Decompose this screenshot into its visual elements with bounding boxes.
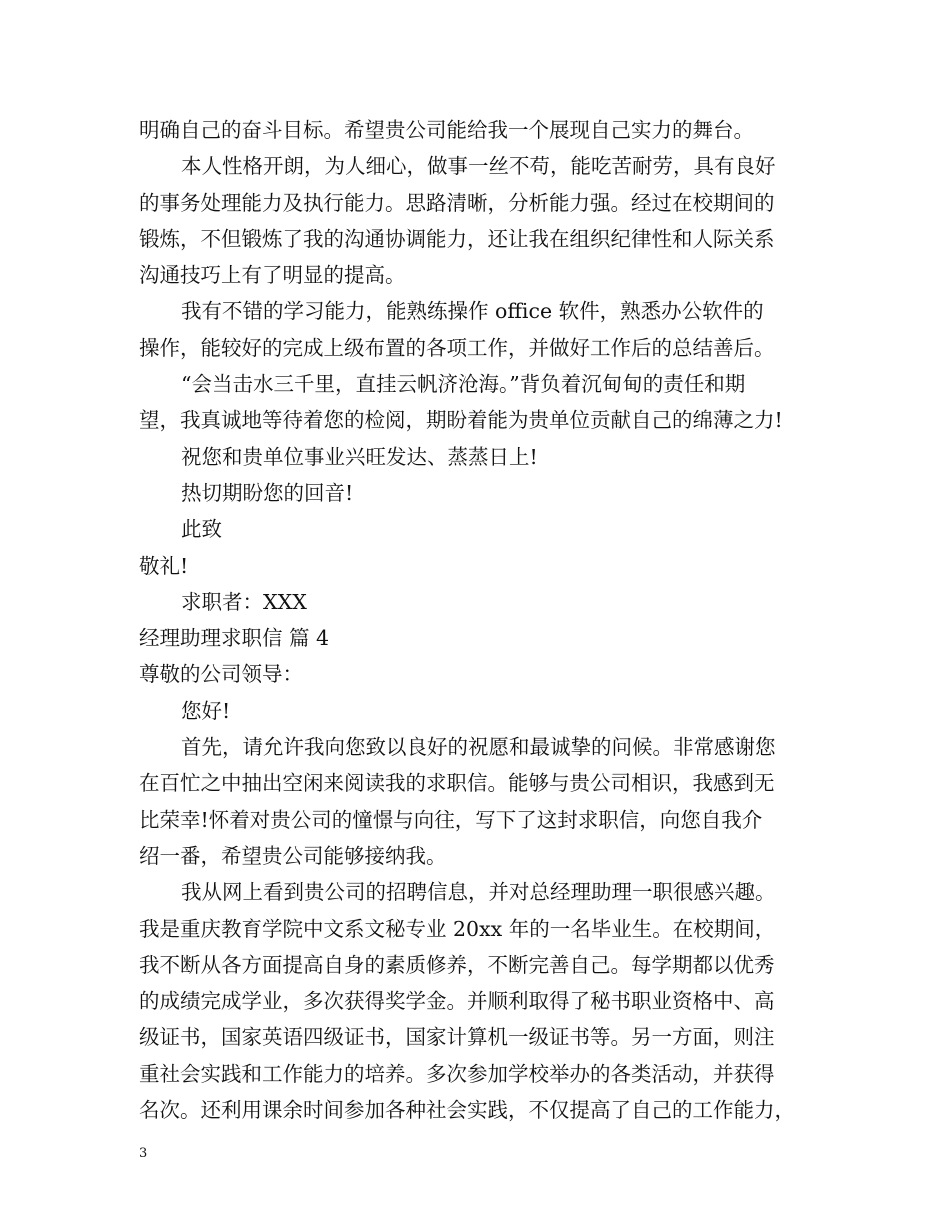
text-line: 尊敬的公司领导： [139,662,303,687]
text-line: 绍一番，希望贵公司能够接纳我。 [139,843,447,868]
text-line: 锻炼，不但锻炼了我的沟通协调能力，还让我在组织纪律性和人际关系 [139,226,775,251]
text-line: 您好! [181,698,231,723]
text-line: “会当击水三千里，直挂云帆济沧海。”背负着沉甸甸的责任和期 [181,372,746,397]
text-line: 沟通技巧上有了明显的提高。 [139,263,406,288]
text-line: 操作，能较好的完成上级布置的各项工作，并做好工作后的总结善后。 [139,335,775,360]
text-line: 我是重庆教育学院中文系文秘专业 20xx 年的一名毕业生。在校期间， [139,916,776,941]
text-line: 重社会实践和工作能力的培养。多次参加学校举办的各类活动，并获得 [139,1061,775,1086]
text-line: 本人性格开朗，为人细心，做事一丝不苟，能吃苦耐劳，具有良好 [181,154,776,179]
text-line: 求职者：XXX [181,589,307,614]
text-line: 祝您和贵单位事业兴旺发达、蒸蒸日上! [181,444,538,469]
text-line: 名次。还利用课余时间参加各种社会实践，不仅提高了自己的工作能力， [139,1098,795,1123]
text-line: 此致 [181,517,222,542]
document-body [139,112,829,1128]
text-line: 我有不错的学习能力，能熟练操作 office 软件，熟悉办公软件的 [181,299,764,324]
text-line: 明确自己的奋斗目标。希望贵公司能给我一个展现自己实力的舞台。 [139,118,754,142]
text-line: 的事务处理能力及执行能力。思路清晰，分析能力强。经过在校期间的 [139,190,775,215]
text-line: 敬礼! [139,553,189,578]
page-number: 3 [139,1146,148,1161]
text-line: 的成绩完成学业，多次获得奖学金。并顺利取得了秘书职业资格中、高 [139,989,775,1014]
text-line: 我不断从各方面提高自身的素质修养，不断完善自己。每学期都以优秀 [139,952,775,977]
text-line: 比荣幸!怀着对贵公司的憧憬与向往，写下了这封求职信，向您自我介 [139,807,763,832]
text-line: 经理助理求职信 篇 4 [139,626,330,651]
text-line: 首先，请允许我向您致以良好的祝愿和最诚挚的问候。非常感谢您 [181,735,776,760]
text-line: 级证书，国家英语四级证书，国家计算机一级证书等。另一方面，则注 [139,1025,775,1050]
text-line: 热切期盼您的回音! [181,480,354,505]
text-line: 在百忙之中抽出空闲来阅读我的求职信。能够与贵公司相识，我感到无 [139,771,775,796]
text-line: 望，我真诚地等待着您的检阅，期盼着能为贵单位贡献自己的绵薄之力! [139,408,783,433]
text-line: 我从网上看到贵公司的招聘信息，并对总经理助理一职很感兴趣。 [181,880,776,905]
